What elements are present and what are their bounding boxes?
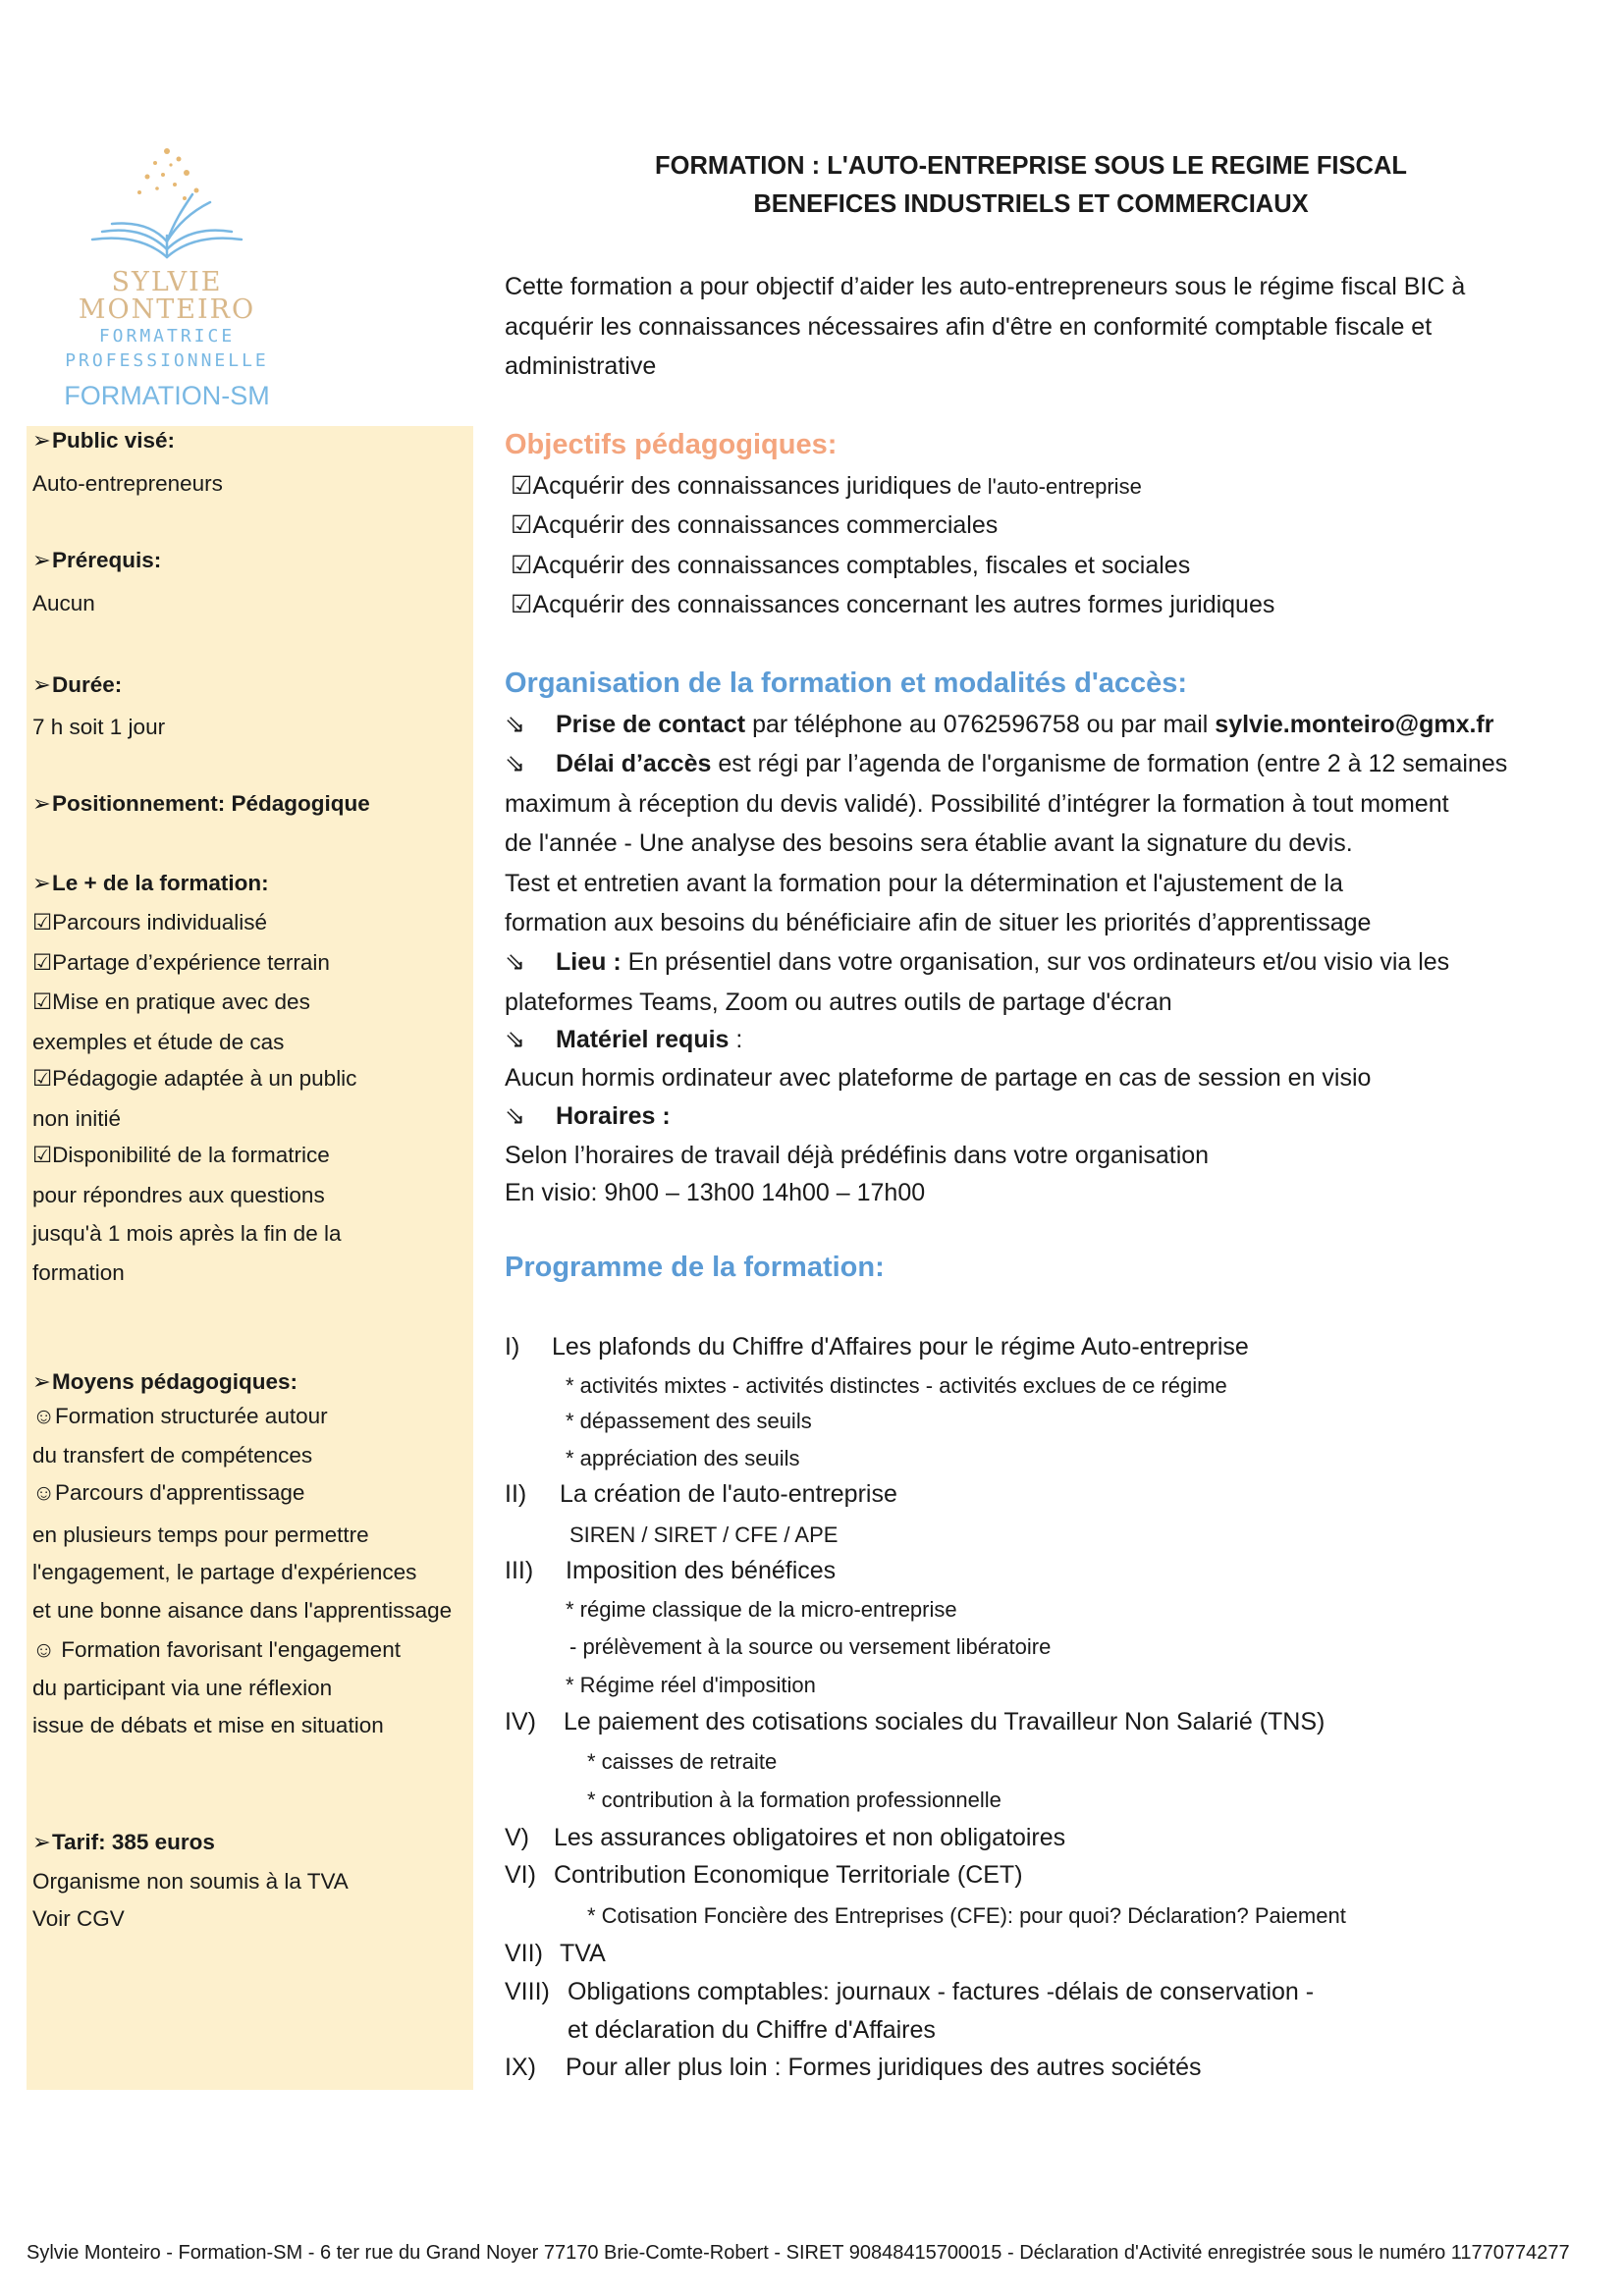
sidebar-moyens-line: issue de débats et mise en situation (32, 1713, 384, 1737)
arrow-bullet-icon: ➢ (32, 1369, 51, 1394)
arrow-bullet-icon: ➢ (32, 672, 51, 697)
objectif-item: ☑Acquérir des connaissances concernant les autres formes juridiques (511, 591, 1275, 618)
sidebar-plus-label: ➢Le + de la formation: (32, 869, 269, 898)
objectifs-heading: Objectifs pédagogiques: (505, 429, 838, 460)
sidebar-moyens-line: du participant via une réflexion (32, 1676, 333, 1700)
sidebar-prereq-value: Aucun (32, 591, 95, 615)
programme-section-8-line-2: et déclaration du Chiffre d'Affaires (568, 2016, 936, 2044)
sidebar-plus-line: pour répondres aux questions (32, 1183, 325, 1207)
programme-section-5: V) Les assurances obligatoires et non obligatoires (505, 1824, 1066, 1851)
arrow-hook-icon: ⇘ (505, 711, 525, 738)
programme-sub-item: SIREN / SIRET / CFE / APE (569, 1522, 839, 1547)
programme-sub-item: * activités mixtes - activités distinctes - activités exclues de ce régime (566, 1373, 1227, 1398)
checkbox-checked-icon: ☑ (511, 472, 533, 500)
sidebar-prereq-label: ➢Prérequis: (32, 546, 161, 575)
sidebar-moyens-line: et une bonne aisance dans l'apprentissage (32, 1598, 453, 1623)
sidebar-plus-line: ☑Disponibilité de la formatrice (32, 1143, 330, 1167)
arrow-hook-icon: ⇘ (505, 1102, 525, 1130)
sidebar-plus-line: ☑Pédagogie adaptée à un public (32, 1066, 357, 1091)
materiel-text: Aucun hormis ordinateur avec plateforme de partage en cas de session en visio (505, 1064, 1372, 1092)
sidebar-moyens-label: ➢Moyens pédagogiques: (32, 1367, 298, 1397)
programme-section-1: I) Les plafonds du Chiffre d'Affaires pour le régime Auto-entreprise (505, 1333, 1249, 1361)
logo (29, 137, 304, 410)
sidebar-tarif-line: Organisme non soumis à la TVA (32, 1869, 349, 1894)
sidebar-plus-line: ☑Mise en pratique avec des (32, 989, 310, 1014)
sidebar-plus-line: jusqu'à 1 mois après la fin de la (32, 1221, 342, 1246)
sidebar-moyens-line: du transfert de compétences (32, 1443, 313, 1468)
delai-text-line: formation aux besoins du bénéficiaire afin de situer les priorités d’apprentissage (505, 909, 1372, 936)
sidebar-moyens-line: en plusieurs temps pour permettre (32, 1522, 369, 1547)
sidebar-plus-line: non initié (32, 1106, 122, 1131)
logo-subtitle-1: FORMATRICE (98, 326, 236, 347)
programme-sub-item: * Régime réel d'imposition (566, 1673, 816, 1697)
horaires-line: ⇘ Horaires : (505, 1102, 671, 1130)
delai-line: ⇘ Délai d’accès est régi par l’agenda de l'organisme de formation (entre 2 à 12 semaines (505, 750, 1508, 777)
intro-paragraph: Cette formation a pour objectif d’aider les auto-entrepreneurs sous le régime fiscal BIC à acquérir les connaissances nécessaires afin d'être en conformité comptable fiscale et administrative (505, 273, 1466, 380)
programme-sub-item: * caisses de retraite (587, 1749, 778, 1774)
horaires-text: En visio: 9h00 – 13h00 14h00 – 17h00 (505, 1179, 926, 1206)
footer: Sylvie Monteiro - Formation-SM - 6 ter rue du Grand Noyer 77170 Brie-Comte-Robert - SIRET 90848415700015 - Déclaration d'Activité enregistrée sous le numéro 11770774277 (27, 2242, 1570, 2264)
programme-section-4: IV) Le paiement des cotisations sociales du Travailleur Non Salarié (TNS) (505, 1708, 1326, 1735)
objectif-item: ☑Acquérir des connaissances comptables, fiscales et sociales (511, 552, 1191, 579)
sidebar-duree-label: ➢Durée: (32, 670, 122, 700)
programme-sub-item: * dépassement des seuils (566, 1409, 812, 1433)
arrow-bullet-icon: ➢ (32, 428, 51, 453)
arrow-bullet-icon: ➢ (32, 1830, 51, 1854)
page-title-line-2: BENEFICES INDUSTRIELS ET COMMERCIAUX (753, 190, 1309, 218)
open-book-icon (69, 137, 265, 265)
programme-section-6: VI) Contribution Economique Territoriale (CET) (505, 1861, 1023, 1889)
sidebar-plus-line: formation (32, 1260, 125, 1285)
page-title (501, 147, 1561, 224)
objectif-item: ☑Acquérir des connaissances juridiques de l'auto-entreprise (511, 472, 1142, 500)
programme-section-9: IX) Pour aller plus loin : Formes juridiques des autres sociétés (505, 2054, 1202, 2081)
sidebar-plus-line: exemples et étude de cas (32, 1030, 285, 1054)
arrow-hook-icon: ⇘ (505, 750, 525, 777)
lieu-line: ⇘ Lieu : En présentiel dans votre organisation, sur vos ordinateurs et/ou visio via les (505, 948, 1450, 976)
logo-name: SYLVIE MONTEIRO (78, 267, 256, 325)
horaires-text: Selon l’horaires de travail déjà prédéfinis dans votre organisation (505, 1142, 1210, 1169)
sidebar-moyens-line: l'engagement, le partage d'expériences (32, 1560, 417, 1584)
arrow-bullet-icon: ➢ (32, 548, 51, 572)
sidebar-moyens-line: ☺Parcours d'apprentissage (32, 1480, 305, 1505)
sidebar-public-value: Auto-entrepreneurs (32, 471, 223, 496)
arrow-hook-icon: ⇘ (505, 948, 525, 976)
programme-sub-item: * appréciation des seuils (566, 1446, 800, 1470)
programme-section-2: II) La création de l'auto-entreprise (505, 1480, 897, 1508)
logo-brand: FORMATION-SM (64, 381, 270, 410)
delai-text-line: de l'année - Une analyse des besoins sera établie avant la signature du devis. (505, 829, 1353, 857)
programme-section-3: III) Imposition des bénéfices (505, 1557, 837, 1584)
programme-section-8: VIII) Obligations comptables: journaux - factures -délais de conservation - (505, 1978, 1315, 2005)
materiel-line: ⇘ Matériel requis : (505, 1026, 743, 1053)
sidebar-moyens-line: ☺ Formation favorisant l'engagement (32, 1637, 401, 1662)
arrow-bullet-icon: ➢ (32, 871, 51, 895)
delai-text-line: Test et entretien avant la formation pour la détermination et l'ajustement de la (505, 870, 1343, 897)
checkbox-checked-icon: ☑ (511, 552, 533, 579)
arrow-hook-icon: ⇘ (505, 1026, 525, 1053)
programme-sub-item: * contribution à la formation professionnelle (587, 1788, 1001, 1812)
logo-subtitle-2: PROFESSIONNELLE (65, 350, 269, 371)
checkbox-checked-icon: ☑ (511, 591, 533, 618)
sidebar-duree-value: 7 h soit 1 jour (32, 715, 166, 739)
page-title-line-1: FORMATION : L'AUTO-ENTREPRISE SOUS LE REGIME FISCAL (655, 152, 1407, 180)
sidebar-public-label: ➢Public visé: (32, 426, 175, 455)
programme-section-7: VII) TVA (505, 1940, 606, 1967)
contact-email: sylvie.monteiro@gmx.fr (1215, 711, 1494, 738)
organisation-heading: Organisation de la formation et modalités d'accès: (505, 667, 1188, 699)
sidebar-plus-line: ☑Partage d’expérience terrain (32, 950, 330, 975)
checkbox-checked-icon: ☑ (511, 511, 533, 539)
sidebar-plus-line: ☑Parcours individualisé (32, 910, 268, 934)
objectif-item: ☑Acquérir des connaissances commerciales (511, 511, 999, 539)
programme-sub-item: * Cotisation Foncière des Entreprises (CFE): pour quoi? Déclaration? Paiement (587, 1903, 1346, 1928)
sidebar-tarif-line: Voir CGV (32, 1906, 125, 1931)
sidebar-tarif-label: ➢Tarif: 385 euros (32, 1828, 215, 1857)
programme-sub-item: - prélèvement à la source ou versement libératoire (569, 1634, 1052, 1659)
sidebar-moyens-line: ☺Formation structurée autour (32, 1404, 328, 1428)
contact-line: ⇘ Prise de contact par téléphone au 0762596758 ou par mail sylvie.monteiro@gmx.fr (505, 711, 1494, 738)
arrow-bullet-icon: ➢ (32, 791, 51, 816)
delai-text-line: maximum à réception du devis validé). Possibilité d’intégrer la formation à tout moment (505, 790, 1449, 818)
lieu-line-2: plateformes Teams, Zoom ou autres outils de partage d'écran (505, 988, 1172, 1016)
programme-sub-item: * régime classique de la micro-entreprise (566, 1597, 957, 1622)
sidebar-positionnement: ➢Positionnement: Pédagogique (32, 789, 370, 819)
programme-heading: Programme de la formation: (505, 1252, 885, 1283)
